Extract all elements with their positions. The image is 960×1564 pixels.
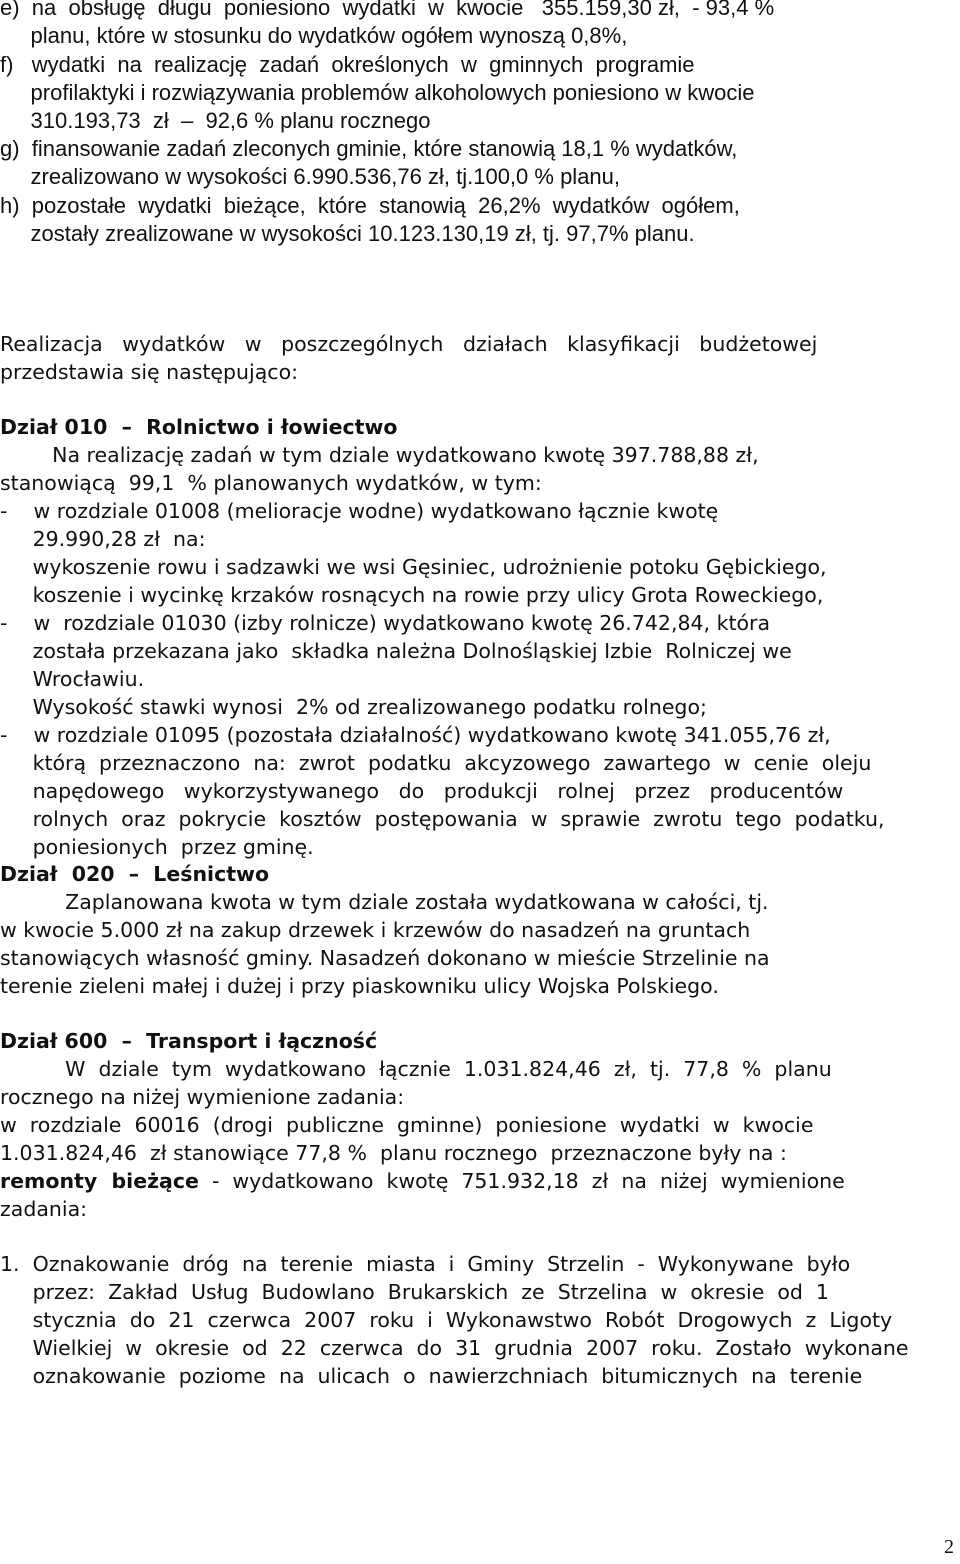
section-heading-020: Dział 020 – Leśnictwo: [0, 862, 270, 886]
section-020-line: stanowiących własność gminy. Nasadzeń dokonano w mieście Strzelinie na: [0, 946, 770, 970]
section-010-line: 29.990,28 zł na:: [0, 527, 206, 551]
list-item-e-line-2: planu, które w stosunku do wydatków ogółem wynoszą 0,8%,: [0, 23, 628, 48]
numbered-item-1-line: stycznia do 21 czerwca 2007 roku i Wykonawstwo Robót Drogowych z Ligoty: [0, 1308, 893, 1332]
list-item-e-line-1: e) na obsługę długu poniesiono wydatki w kwocie 355.159,30 zł, - 93,4 %: [0, 0, 775, 20]
list-item-f-line-1: f) wydatki na realizację zadań określonych w gminnych programie: [0, 52, 695, 77]
list-item-f-line-3: 310.193,73 zł – 92,6 % planu rocznego: [0, 108, 431, 133]
section-010-line: - w rozdziale 01008 (melioracje wodne) wydatkowano łącznie kwotę: [0, 499, 719, 523]
section-010-line: poniesionych przez gminę.: [0, 835, 314, 859]
section-600-line: rocznego na niżej wymienione zadania:: [0, 1085, 405, 1109]
section-600-line: [0, 1167, 845, 1195]
section-010-line: Na realizację zadań w tym dziale wydatkowano kwotę 397.788,88 zł,: [0, 443, 759, 467]
section-600-line: zadania:: [0, 1197, 88, 1221]
list-item-g-line-1: g) finansowanie zadań zleconych gminie, które stanowią 18,1 % wydatków,: [0, 136, 738, 161]
section-heading-600: Dział 600 – Transport i łączność: [0, 1029, 378, 1053]
list-item-h-line-2: zostały zrealizowane w wysokości 10.123.130,19 zł, tj. 97,7% planu.: [0, 221, 695, 246]
section-020-line: Zaplanowana kwota w tym dziale została wydatkowana w całości, tj.: [0, 890, 769, 914]
section-600-line: W dziale tym wydatkowano łącznie 1.031.824,46 zł, tj. 77,8 % planu: [0, 1057, 832, 1081]
remonty-biezace-label: remonty bieżące: [0, 1169, 199, 1193]
section-010-line: - w rozdziale 01095 (pozostała działalność) wydatkowano kwotę 341.055,76 zł,: [0, 723, 831, 747]
section-600-line: 1.031.824,46 zł stanowiące 77,8 % planu rocznego przeznaczone były na :: [0, 1141, 787, 1165]
section-010-line: koszenie i wycinkę krzaków rosnących na rowie przy ulicy Grota Roweckiego,: [0, 583, 824, 607]
section-020-line: terenie zieleni małej i dużej i przy piaskowniku ulicy Wojska Polskiego.: [0, 974, 719, 998]
numbered-item-1-line: Wielkiej w okresie od 22 czerwca do 31 grudnia 2007 roku. Zostało wykonane: [0, 1336, 909, 1360]
section-010-line: została przekazana jako składka należna Dolnośląskiej Izbie Rolniczej we: [0, 639, 792, 663]
numbered-item-1-line: 1. Oznakowanie dróg na terenie miasta i Gminy Strzelin - Wykonywane było: [0, 1252, 851, 1276]
page-number: 2: [944, 1536, 954, 1558]
remonty-biezace-text: - wydatkowano kwotę 751.932,18 zł na niżej wymienione: [198, 1169, 845, 1193]
section-010-line: wykoszenie rowu i sadzawki we wsi Gęsiniec, udrożnienie potoku Gębickiego,: [0, 555, 827, 579]
numbered-item-1-line: oznakowanie poziome na ulicach o nawierzchniach bitumicznych na terenie: [0, 1364, 863, 1388]
section-010-line: - w rozdziale 01030 (izby rolnicze) wydatkowano kwotę 26.742,84, która: [0, 611, 771, 635]
section-600-line: w rozdziale 60016 (drogi publiczne gminne) poniesione wydatki w kwocie: [0, 1113, 814, 1137]
intro-paragraph-line-2: przedstawia się następująco:: [0, 360, 299, 384]
section-010-line: napędowego wykorzystywanego do produkcji rolnej przez producentów: [0, 779, 844, 803]
list-item-h-line-1: h) pozostałe wydatki bieżące, które stanowią 26,2% wydatków ogółem,: [0, 193, 740, 218]
section-010-line: którą przeznaczono na: zwrot podatku akcyzowego zawartego w cenie oleju: [0, 751, 872, 775]
section-heading-010: Dział 010 – Rolnictwo i łowiectwo: [0, 415, 398, 439]
list-item-g-line-2: zrealizowano w wysokości 6.990.536,76 zł, tj.100,0 % planu,: [0, 164, 621, 189]
section-010-line: Wrocławiu.: [0, 667, 145, 691]
intro-paragraph-line-1: Realizacja wydatków w poszczególnych działach klasyfikacji budżetowej: [0, 332, 818, 356]
section-010-line: stanowiącą 99,1 % planowanych wydatków, w tym:: [0, 471, 542, 495]
section-010-line: rolnych oraz pokrycie kosztów postępowania w sprawie zwrotu tego podatku,: [0, 807, 885, 831]
numbered-item-1-line: przez: Zakład Usług Budowlano Brukarskich ze Strzelina w okresie od 1: [0, 1280, 829, 1304]
section-010-line: Wysokość stawki wynosi 2% od zrealizowanego podatku rolnego;: [0, 695, 707, 719]
section-020-line: w kwocie 5.000 zł na zakup drzewek i krzewów do nasadzeń na gruntach: [0, 918, 751, 942]
list-item-f-line-2: profilaktyki i rozwiązywania problemów alkoholowych poniesiono w kwocie: [0, 80, 755, 105]
